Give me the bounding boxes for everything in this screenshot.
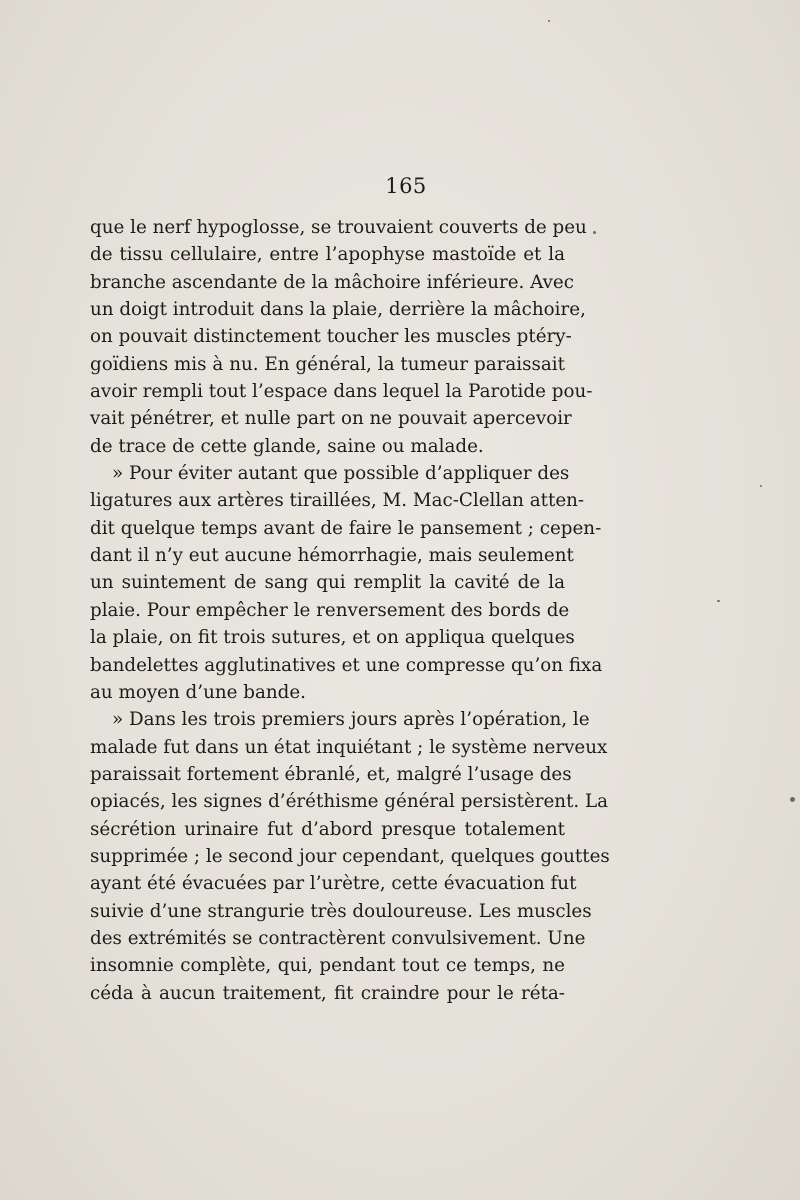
text-line: la plaie, on fit trois sutures, et on appliqua quelques xyxy=(90,627,575,649)
paper-speck xyxy=(760,485,762,487)
text-line: paraissait fortement ébranlé, et, malgré l’usage des xyxy=(90,763,572,785)
text-line: » Pour éviter autant que possible d’appliquer des xyxy=(112,463,570,485)
text-line: de tissu cellulaire, entre l’apophyse mastoïde et la xyxy=(90,244,565,266)
text-line: branche ascendante de la mâchoire inférieure. Avec xyxy=(90,271,574,293)
text-line: on pouvait distinctement toucher les muscles ptéry- xyxy=(90,326,572,348)
text-line: céda à aucun traitement, fit craindre pour le réta- xyxy=(90,982,565,1004)
text-line: de trace de cette glande, saine ou malade. xyxy=(90,435,484,457)
text-line: au moyen d’une bande. xyxy=(90,681,306,703)
text-line: opiacés, les signes d’éréthisme général persistèrent. La xyxy=(90,791,609,813)
body-text xyxy=(90,214,610,1007)
text-line: malade fut dans un état inquiétant ; le système nerveux xyxy=(90,736,608,758)
text-line: suivie d’une strangurie très douloureuse. Les muscles xyxy=(90,900,592,922)
text-line: supprimée ; le second jour cependant, quelques gouttes xyxy=(90,845,610,867)
text-line: vait pénétrer, et nulle part on ne pouvait apercevoir xyxy=(90,408,572,430)
text-line: ayant été évacuées par l’urètre, cette évacuation fut xyxy=(90,873,577,895)
text-line: sécrétion urinaire fut d’abord presque totalement xyxy=(90,818,565,840)
paper-speck xyxy=(548,20,550,22)
text-line: bandelettes agglutinatives et une compresse qu’on fixa xyxy=(90,654,603,676)
text-line: goïdiens mis à nu. En général, la tumeur paraissait xyxy=(90,353,565,375)
text-line: dit quelque temps avant de faire le pansement ; cepen- xyxy=(90,517,602,539)
text-line: un suintement de sang qui remplit la cavité de la xyxy=(90,572,565,594)
text-line: que le nerf hypoglosse, se trouvaient couverts de peu xyxy=(90,217,587,238)
text-line: avoir rempli tout l’espace dans lequel la Parotide pou- xyxy=(90,381,593,403)
text-line: insomnie complète, qui, pendant tout ce temps, ne xyxy=(90,955,565,977)
text-line: ligatures aux artères tiraillées, M. Mac-Clellan atten- xyxy=(90,490,585,512)
text-line: dant il n’y eut aucune hémorrhagie, mais seulement xyxy=(90,545,574,567)
text-line: un doigt introduit dans la plaie, derrière la mâchoire, xyxy=(90,299,586,321)
text-line: » Dans les trois premiers jours après l’opération, le xyxy=(112,709,590,731)
text-line: plaie. Pour empêcher le renversement des bords de xyxy=(90,599,570,621)
paper-speck xyxy=(790,797,795,802)
page-number: 165 xyxy=(385,174,427,198)
paper-speck xyxy=(717,600,720,602)
paper-speck xyxy=(593,231,596,234)
text-line: des extrémités se contractèrent convulsivement. Une xyxy=(90,927,586,949)
